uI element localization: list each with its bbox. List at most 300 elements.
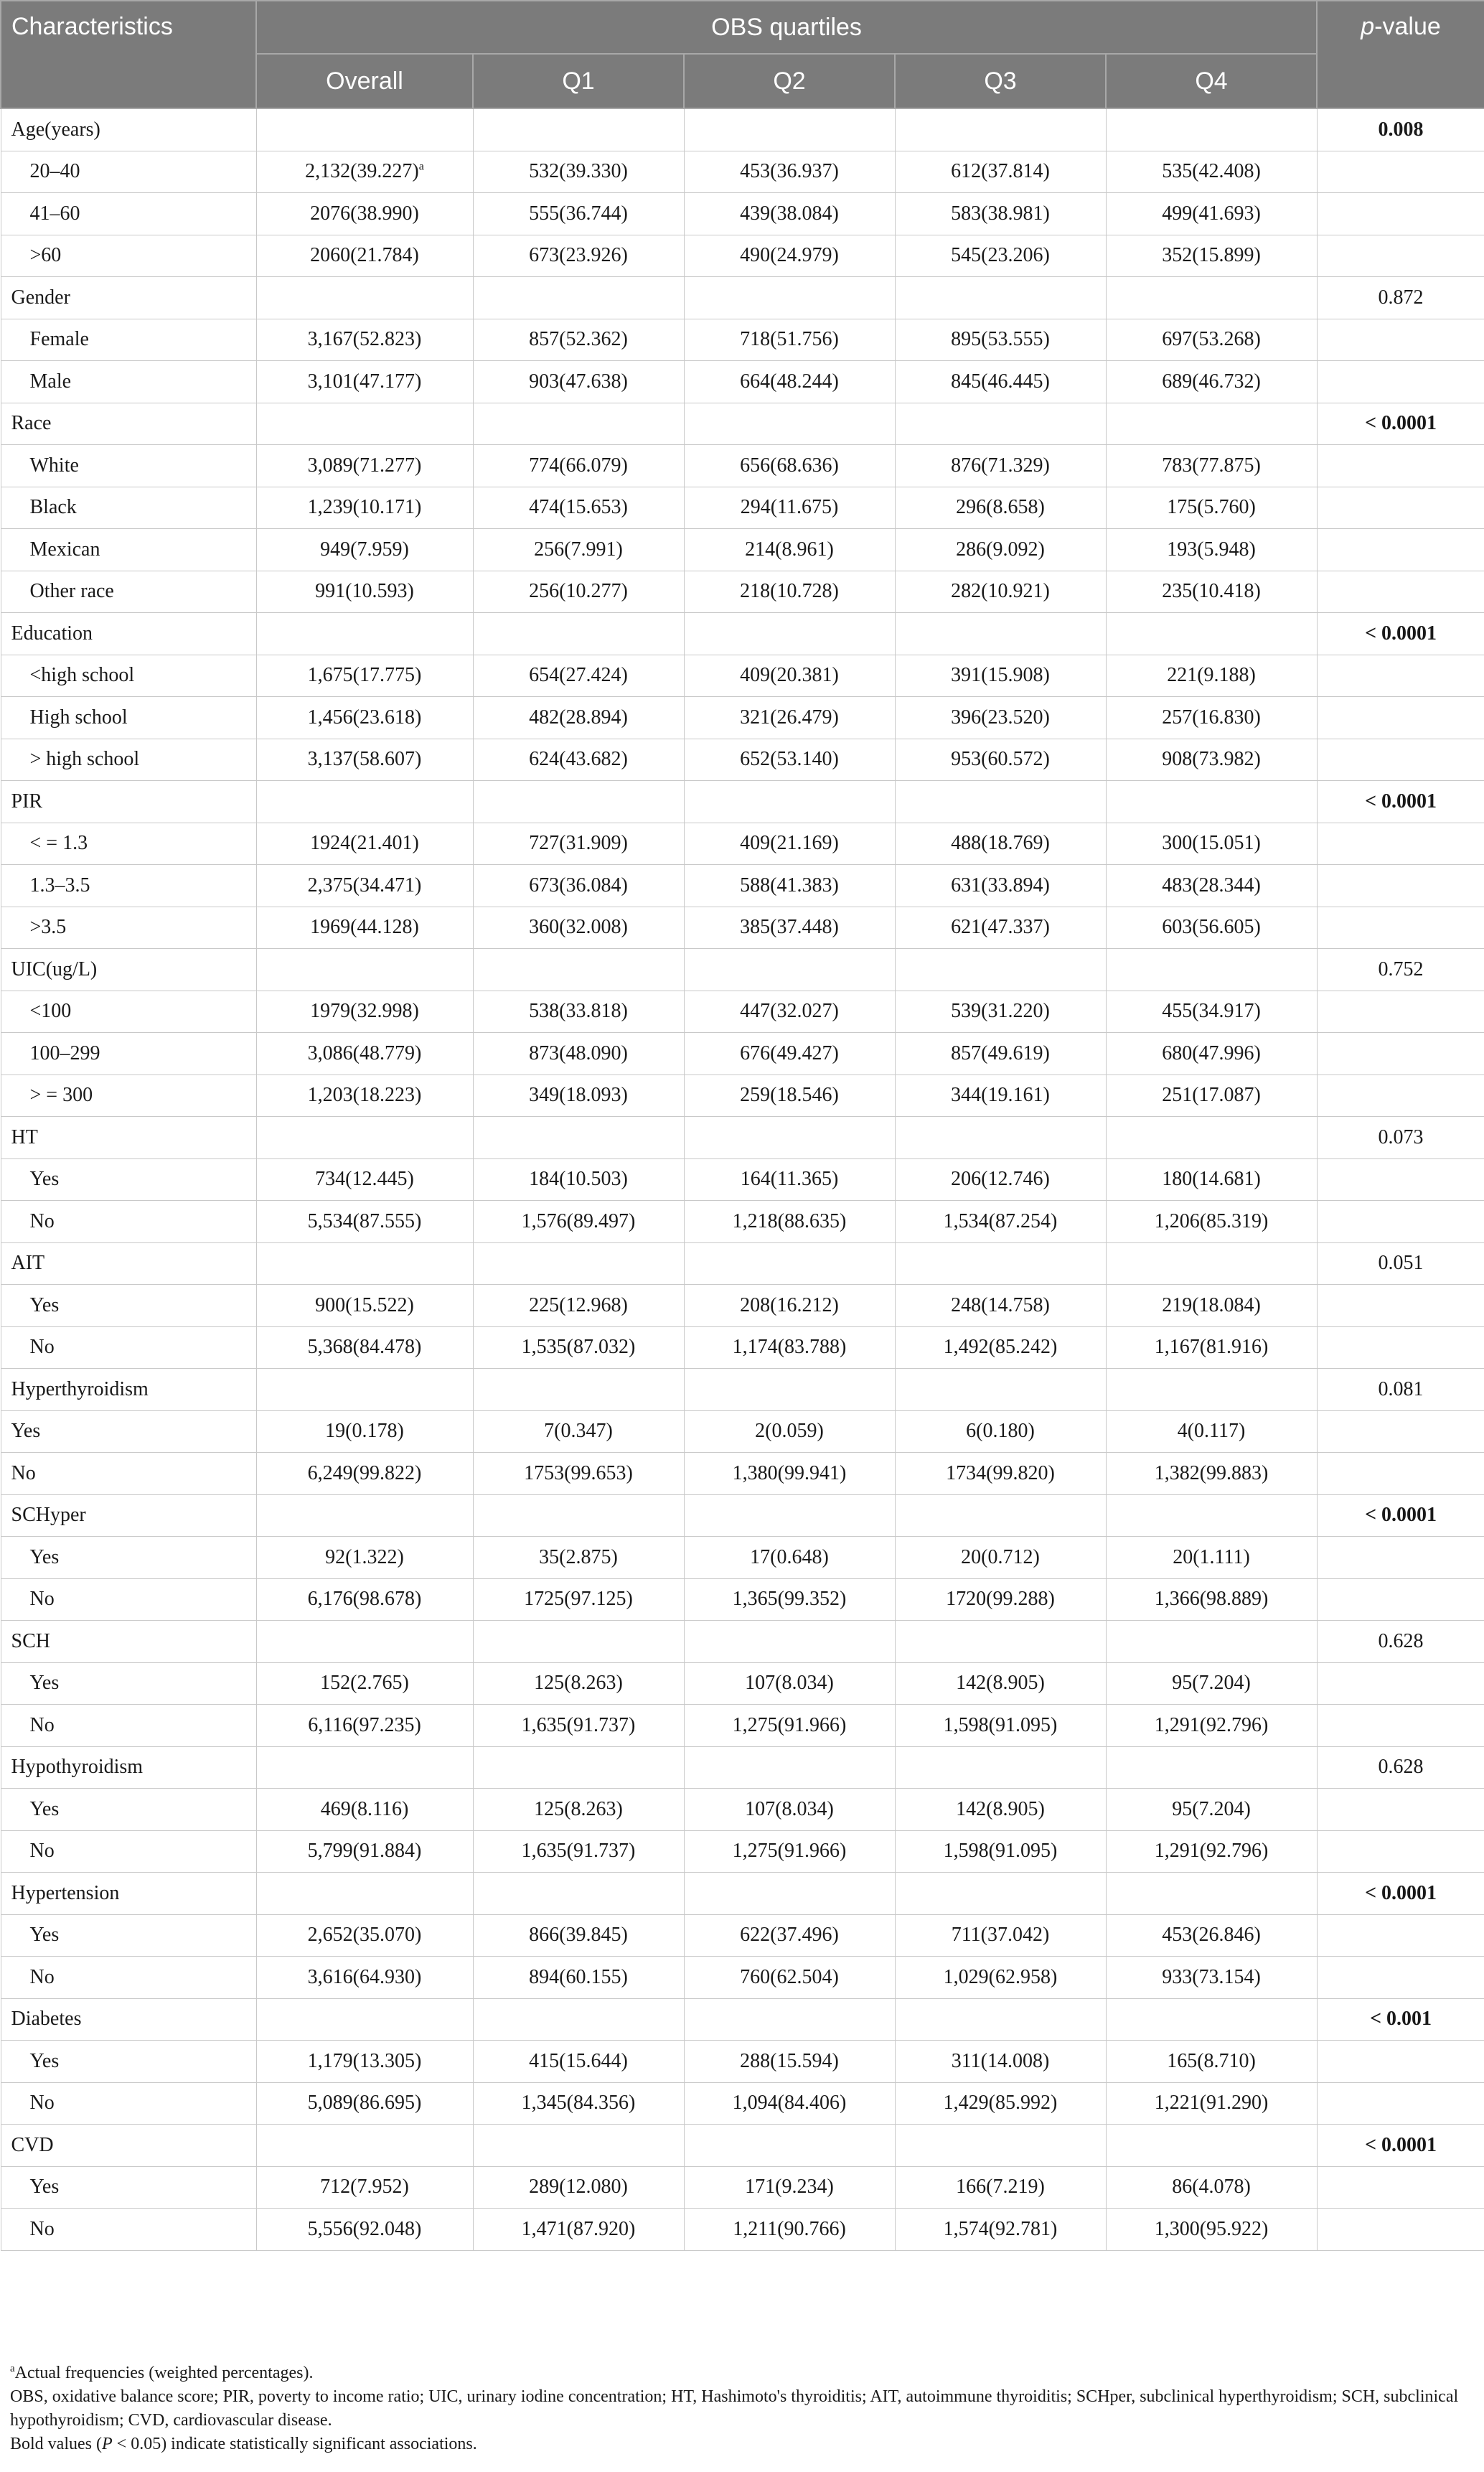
pvalue-p-italic: p	[1361, 13, 1375, 40]
row-label: Yes	[1, 1662, 256, 1705]
empty-cell	[256, 781, 473, 823]
footnote-abbreviations: OBS, oxidative balance score; PIR, poverty to income ratio; UIC, urinary iodine concentration; HT, Hashimoto's thyroiditis; AIT, autoimmune thyroiditis; SCHper, subclinical hyperthyroidism; SCH, subclinical hypothyroidism; CVD, cardiovascular disease.	[10, 2387, 1459, 2430]
cell-value: 3,101(47.177)	[256, 361, 473, 403]
row-label: <100	[1, 991, 256, 1033]
cell-value: 697(53.268)	[1106, 319, 1317, 361]
pvalue-suffix: -value	[1374, 13, 1441, 40]
empty-cell	[256, 2125, 473, 2167]
empty-cell	[1317, 739, 1484, 781]
row-label: Male	[1, 361, 256, 403]
row-label: High school	[1, 697, 256, 739]
footnote-a-marker: a	[10, 2363, 15, 2374]
cell-value: 490(24.979)	[684, 235, 895, 277]
empty-cell	[473, 2125, 684, 2167]
cell-value: 321(26.479)	[684, 697, 895, 739]
cell-value: 95(7.204)	[1106, 1662, 1317, 1705]
row-label: No	[1, 2082, 256, 2125]
cell-value: 873(48.090)	[473, 1033, 684, 1075]
row-label: Yes	[1, 2041, 256, 2083]
pvalue-cell: 0.628	[1317, 1621, 1484, 1663]
cell-value: 352(15.899)	[1106, 235, 1317, 277]
group-label: SCHyper	[1, 1494, 256, 1537]
empty-cell	[1317, 361, 1484, 403]
cell-value: 876(71.329)	[895, 445, 1106, 487]
empty-cell	[1106, 1369, 1317, 1411]
cell-value: 208(16.212)	[684, 1285, 895, 1327]
group-label: PIR	[1, 781, 256, 823]
empty-cell	[684, 613, 895, 655]
cell-value: 20(1.111)	[1106, 1537, 1317, 1579]
cell-value: 664(48.244)	[684, 361, 895, 403]
group-row	[1, 403, 1484, 445]
cell-value: 933(73.154)	[1106, 1957, 1317, 1999]
cell-value: 3,137(58.607)	[256, 739, 473, 781]
row-label: Mexican	[1, 529, 256, 571]
cell-value: 1753(99.653)	[473, 1453, 684, 1495]
table-row	[1, 1578, 1484, 1621]
table-row	[1, 2082, 1484, 2125]
cell-value: 453(36.937)	[684, 151, 895, 193]
empty-cell	[895, 1242, 1106, 1285]
footnote-a	[10, 2361, 1474, 2385]
cell-value: 1969(44.128)	[256, 907, 473, 949]
row-label: No	[1, 1326, 256, 1369]
empty-cell	[1106, 108, 1317, 151]
cell-value: 1,167(81.916)	[1106, 1326, 1317, 1369]
table-row	[1, 1326, 1484, 1369]
empty-cell	[256, 1494, 473, 1537]
cell-value: 2,652(35.070)	[256, 1914, 473, 1957]
cell-value: 718(51.756)	[684, 319, 895, 361]
pvalue-cell: 0.008	[1317, 108, 1484, 151]
empty-cell	[1317, 1914, 1484, 1957]
cell-value: 3,086(48.779)	[256, 1033, 473, 1075]
empty-cell	[256, 1621, 473, 1663]
empty-cell	[1317, 907, 1484, 949]
cell-value: 142(8.905)	[895, 1789, 1106, 1831]
empty-cell	[1317, 2082, 1484, 2125]
cell-value: 294(11.675)	[684, 487, 895, 529]
empty-cell	[1317, 697, 1484, 739]
cell-value: 1,206(85.319)	[1106, 1201, 1317, 1243]
cell-value: 1,179(13.305)	[256, 2041, 473, 2083]
cell-value: 1,366(98.889)	[1106, 1578, 1317, 1621]
table-row	[1, 571, 1484, 613]
cell-value: 256(7.991)	[473, 529, 684, 571]
cell-value: 385(37.448)	[684, 907, 895, 949]
empty-cell	[473, 403, 684, 445]
empty-cell	[895, 1746, 1106, 1789]
empty-cell	[1317, 2166, 1484, 2209]
cell-value: 409(20.381)	[684, 655, 895, 697]
group-row	[1, 108, 1484, 151]
empty-cell	[895, 1494, 1106, 1537]
empty-cell	[1317, 991, 1484, 1033]
cell-value: 656(68.636)	[684, 445, 895, 487]
cell-value	[256, 151, 473, 193]
footnote-bold-suffix: < 0.05) indicate statistically significant associations.	[112, 2435, 477, 2453]
pvalue-cell: < 0.0001	[1317, 403, 1484, 445]
empty-cell	[1317, 1537, 1484, 1579]
cell-value: 221(9.188)	[1106, 655, 1317, 697]
empty-cell	[895, 613, 1106, 655]
col-header-overall: Overall	[256, 54, 473, 108]
cell-value: 152(2.765)	[256, 1662, 473, 1705]
cell-value: 5,368(84.478)	[256, 1326, 473, 1369]
row-label: No	[1, 1578, 256, 1621]
footnote-a-text: Actual frequencies (weighted percentages).	[14, 2364, 314, 2382]
cell-value: 612(37.814)	[895, 151, 1106, 193]
empty-cell	[684, 277, 895, 319]
pvalue-cell: < 0.0001	[1317, 1494, 1484, 1537]
empty-cell	[684, 108, 895, 151]
cell-value: 248(14.758)	[895, 1285, 1106, 1327]
empty-cell	[256, 108, 473, 151]
cell-value: 1,576(89.497)	[473, 1201, 684, 1243]
cell-value: 499(41.693)	[1106, 193, 1317, 235]
group-label: Age(years)	[1, 108, 256, 151]
cell-value: 1,300(95.922)	[1106, 2209, 1317, 2251]
cell-value: 296(8.658)	[895, 487, 1106, 529]
empty-cell	[473, 277, 684, 319]
cell-value: 624(43.682)	[473, 739, 684, 781]
row-label: >60	[1, 235, 256, 277]
cell-value: 1,598(91.095)	[895, 1830, 1106, 1873]
group-label: SCH	[1, 1621, 256, 1663]
empty-cell	[684, 949, 895, 991]
footnote-bold-prefix: Bold values (	[10, 2435, 102, 2453]
cell-value: 6(0.180)	[895, 1410, 1106, 1453]
cell-value: 1,380(99.941)	[684, 1453, 895, 1495]
cell-value: 991(10.593)	[256, 571, 473, 613]
cell-value: 360(32.008)	[473, 907, 684, 949]
cell-value: 171(9.234)	[684, 2166, 895, 2209]
empty-cell	[473, 1621, 684, 1663]
cell-value: 415(15.644)	[473, 2041, 684, 2083]
group-row	[1, 1117, 1484, 1159]
table-row	[1, 1075, 1484, 1117]
empty-cell	[895, 1873, 1106, 1915]
cell-value: 184(10.503)	[473, 1158, 684, 1201]
table-row	[1, 1453, 1484, 1495]
cell-value: 1,291(92.796)	[1106, 1705, 1317, 1747]
cell-value: 2(0.059)	[684, 1410, 895, 1453]
row-label: > = 300	[1, 1075, 256, 1117]
empty-cell	[473, 1369, 684, 1411]
empty-cell	[1317, 1410, 1484, 1453]
empty-cell	[256, 1873, 473, 1915]
empty-cell	[256, 277, 473, 319]
cell-value: 391(15.908)	[895, 655, 1106, 697]
table-row	[1, 361, 1484, 403]
group-label: Diabetes	[1, 1998, 256, 2041]
empty-cell	[1317, 151, 1484, 193]
table-row	[1, 319, 1484, 361]
empty-cell	[895, 1369, 1106, 1411]
empty-cell	[1106, 1998, 1317, 2041]
cell-value: 125(8.263)	[473, 1789, 684, 1831]
empty-cell	[473, 1873, 684, 1915]
empty-cell	[1106, 949, 1317, 991]
group-label: UIC(ug/L)	[1, 949, 256, 991]
cell-value: 673(36.084)	[473, 865, 684, 907]
pvalue-header	[1317, 1, 1484, 108]
cell-value: 539(31.220)	[895, 991, 1106, 1033]
empty-cell	[473, 1998, 684, 2041]
cell-value: 1,275(91.966)	[684, 1705, 895, 1747]
table-row	[1, 1662, 1484, 1705]
empty-cell	[1106, 277, 1317, 319]
group-label: Hyperthyroidism	[1, 1369, 256, 1411]
cell-value: 622(37.496)	[684, 1914, 895, 1957]
table-row	[1, 151, 1484, 193]
table-row	[1, 193, 1484, 235]
table-row	[1, 823, 1484, 865]
cell-value: 3,616(64.930)	[256, 1957, 473, 1999]
empty-cell	[1317, 1075, 1484, 1117]
group-row	[1, 2125, 1484, 2167]
col-header-q4: Q4	[1106, 54, 1317, 108]
cell-value: 193(5.948)	[1106, 529, 1317, 571]
cell-value: 545(23.206)	[895, 235, 1106, 277]
pvalue-cell: 0.752	[1317, 949, 1484, 991]
cell-value: 908(73.982)	[1106, 739, 1317, 781]
cell-value: 447(32.027)	[684, 991, 895, 1033]
empty-cell	[1317, 1830, 1484, 1873]
empty-cell	[1317, 1578, 1484, 1621]
cell-value: 1725(97.125)	[473, 1578, 684, 1621]
cell-value: 949(7.959)	[256, 529, 473, 571]
empty-cell	[473, 949, 684, 991]
empty-cell	[1317, 571, 1484, 613]
characteristics-header: Characteristics	[1, 1, 256, 108]
empty-cell	[1106, 403, 1317, 445]
group-label: HT	[1, 1117, 256, 1159]
table-row	[1, 487, 1484, 529]
cell-value: 1734(99.820)	[895, 1453, 1106, 1495]
pvalue-cell: 0.051	[1317, 1242, 1484, 1285]
cell-value: 538(33.818)	[473, 991, 684, 1033]
cell-value: 1,429(85.992)	[895, 2082, 1106, 2125]
empty-cell	[256, 1242, 473, 1285]
cell-value: 1,174(83.788)	[684, 1326, 895, 1369]
group-row	[1, 1369, 1484, 1411]
cell-value: 286(9.092)	[895, 529, 1106, 571]
cell-value: 175(5.760)	[1106, 487, 1317, 529]
group-label: Hypothyroidism	[1, 1746, 256, 1789]
group-row	[1, 1242, 1484, 1285]
table-body	[1, 108, 1484, 2250]
group-row	[1, 1621, 1484, 1663]
cell-value: 488(18.769)	[895, 823, 1106, 865]
row-label: < = 1.3	[1, 823, 256, 865]
cell-value: 953(60.572)	[895, 739, 1106, 781]
pvalue-cell: < 0.0001	[1317, 2125, 1484, 2167]
table-footnotes	[10, 2361, 1474, 2456]
cell-value: 5,534(87.555)	[256, 1201, 473, 1243]
empty-cell	[256, 1998, 473, 2041]
cell-value: 4(0.117)	[1106, 1410, 1317, 1453]
cell-value: 1,029(62.958)	[895, 1957, 1106, 1999]
cell-value: 1720(99.288)	[895, 1578, 1106, 1621]
cell-value: 654(27.424)	[473, 655, 684, 697]
empty-cell	[256, 1369, 473, 1411]
pvalue-cell: 0.872	[1317, 277, 1484, 319]
empty-cell	[256, 949, 473, 991]
cell-value: 3,089(71.277)	[256, 445, 473, 487]
cell-value: 164(11.365)	[684, 1158, 895, 1201]
empty-cell	[1106, 1494, 1317, 1537]
cell-value: 225(12.968)	[473, 1285, 684, 1327]
cell-value: 1,534(87.254)	[895, 1201, 1106, 1243]
empty-cell	[1317, 193, 1484, 235]
cell-value: 532(39.330)	[473, 151, 684, 193]
cell-value: 727(31.909)	[473, 823, 684, 865]
table-header	[1, 1, 1484, 108]
cell-value: 857(52.362)	[473, 319, 684, 361]
cell-value: 439(38.084)	[684, 193, 895, 235]
cell-value: 5,799(91.884)	[256, 1830, 473, 1873]
empty-cell	[1317, 529, 1484, 571]
empty-cell	[1317, 2209, 1484, 2251]
cell-value: 6,176(98.678)	[256, 1578, 473, 1621]
group-row	[1, 613, 1484, 655]
empty-cell	[895, 108, 1106, 151]
cell-value: 6,116(97.235)	[256, 1705, 473, 1747]
cell-value: 166(7.219)	[895, 2166, 1106, 2209]
cell-value: 288(15.594)	[684, 2041, 895, 2083]
empty-cell	[1317, 445, 1484, 487]
empty-cell	[256, 613, 473, 655]
cell-value: 1,382(99.883)	[1106, 1453, 1317, 1495]
empty-cell	[1106, 2125, 1317, 2167]
row-label: Yes	[1, 1285, 256, 1327]
cell-value: 1,203(18.223)	[256, 1075, 473, 1117]
empty-cell	[1106, 1873, 1317, 1915]
row-label: Yes	[1, 1789, 256, 1831]
empty-cell	[1317, 1662, 1484, 1705]
row-label: Yes	[1, 1914, 256, 1957]
cell-value: 774(66.079)	[473, 445, 684, 487]
empty-cell	[1106, 1242, 1317, 1285]
cell-value: 6,249(99.822)	[256, 1453, 473, 1495]
row-label: 41–60	[1, 193, 256, 235]
empty-cell	[684, 1746, 895, 1789]
cell-value: 455(34.917)	[1106, 991, 1317, 1033]
empty-cell	[473, 108, 684, 151]
cell-value: 17(0.648)	[684, 1537, 895, 1579]
empty-cell	[1317, 1033, 1484, 1075]
table-row	[1, 235, 1484, 277]
cell-value: 214(8.961)	[684, 529, 895, 571]
empty-cell	[1317, 487, 1484, 529]
empty-cell	[1317, 1453, 1484, 1495]
cell-value: 903(47.638)	[473, 361, 684, 403]
empty-cell	[1106, 1621, 1317, 1663]
cell-value: 5,556(92.048)	[256, 2209, 473, 2251]
empty-cell	[1106, 781, 1317, 823]
cell-value: 7(0.347)	[473, 1410, 684, 1453]
row-label: >3.5	[1, 907, 256, 949]
cell-value: 206(12.746)	[895, 1158, 1106, 1201]
cell-value: 783(77.875)	[1106, 445, 1317, 487]
cell-value: 1,239(10.171)	[256, 487, 473, 529]
table-row	[1, 907, 1484, 949]
empty-cell	[256, 1746, 473, 1789]
empty-cell	[1317, 865, 1484, 907]
cell-value: 35(2.875)	[473, 1537, 684, 1579]
table-row	[1, 529, 1484, 571]
empty-cell	[684, 1998, 895, 2041]
cell-value: 621(47.337)	[895, 907, 1106, 949]
empty-cell	[895, 1998, 1106, 2041]
cell-value: 483(28.344)	[1106, 865, 1317, 907]
row-label: Female	[1, 319, 256, 361]
cell-value: 257(16.830)	[1106, 697, 1317, 739]
empty-cell	[1106, 1117, 1317, 1159]
cell-value: 1924(21.401)	[256, 823, 473, 865]
empty-cell	[1317, 1285, 1484, 1327]
cell-value: 409(21.169)	[684, 823, 895, 865]
cell-value: 1,275(91.966)	[684, 1830, 895, 1873]
cell-value: 895(53.555)	[895, 319, 1106, 361]
group-row	[1, 277, 1484, 319]
cell-value: 900(15.522)	[256, 1285, 473, 1327]
table-row	[1, 1914, 1484, 1957]
row-label: No	[1, 1830, 256, 1873]
group-label: AIT	[1, 1242, 256, 1285]
footnote-marker: a	[418, 160, 424, 173]
cell-value: 680(47.996)	[1106, 1033, 1317, 1075]
cell-value: 3,167(52.823)	[256, 319, 473, 361]
cell-value: 1979(32.998)	[256, 991, 473, 1033]
row-label: White	[1, 445, 256, 487]
row-label: No	[1, 1705, 256, 1747]
cell-value: 142(8.905)	[895, 1662, 1106, 1705]
empty-cell	[895, 2125, 1106, 2167]
row-label: No	[1, 1453, 256, 1495]
row-label: <high school	[1, 655, 256, 697]
cell-value: 676(49.427)	[684, 1033, 895, 1075]
cell-value: 86(4.078)	[1106, 2166, 1317, 2209]
empty-cell	[895, 277, 1106, 319]
pvalue-cell: 0.073	[1317, 1117, 1484, 1159]
cell-value: 107(8.034)	[684, 1789, 895, 1831]
cell-value: 1,291(92.796)	[1106, 1830, 1317, 1873]
row-label: 20–40	[1, 151, 256, 193]
cell-value: 251(17.087)	[1106, 1075, 1317, 1117]
row-label: Yes	[1, 1410, 256, 1453]
cell-value: 2060(21.784)	[256, 235, 473, 277]
cell-value: 734(12.445)	[256, 1158, 473, 1201]
cell-value: 1,218(88.635)	[684, 1201, 895, 1243]
cell-value: 857(49.619)	[895, 1033, 1106, 1075]
empty-cell	[1317, 2041, 1484, 2083]
cell-value: 1,471(87.920)	[473, 2209, 684, 2251]
empty-cell	[1317, 655, 1484, 697]
cell-value: 256(10.277)	[473, 571, 684, 613]
cell-value: 282(10.921)	[895, 571, 1106, 613]
cell-value: 2076(38.990)	[256, 193, 473, 235]
empty-cell	[895, 949, 1106, 991]
cell-value: 482(28.894)	[473, 697, 684, 739]
empty-cell	[684, 781, 895, 823]
row-label: Yes	[1, 2166, 256, 2209]
empty-cell	[1317, 1326, 1484, 1369]
row-label: Black	[1, 487, 256, 529]
cell-value: 711(37.042)	[895, 1914, 1106, 1957]
empty-cell	[256, 1117, 473, 1159]
